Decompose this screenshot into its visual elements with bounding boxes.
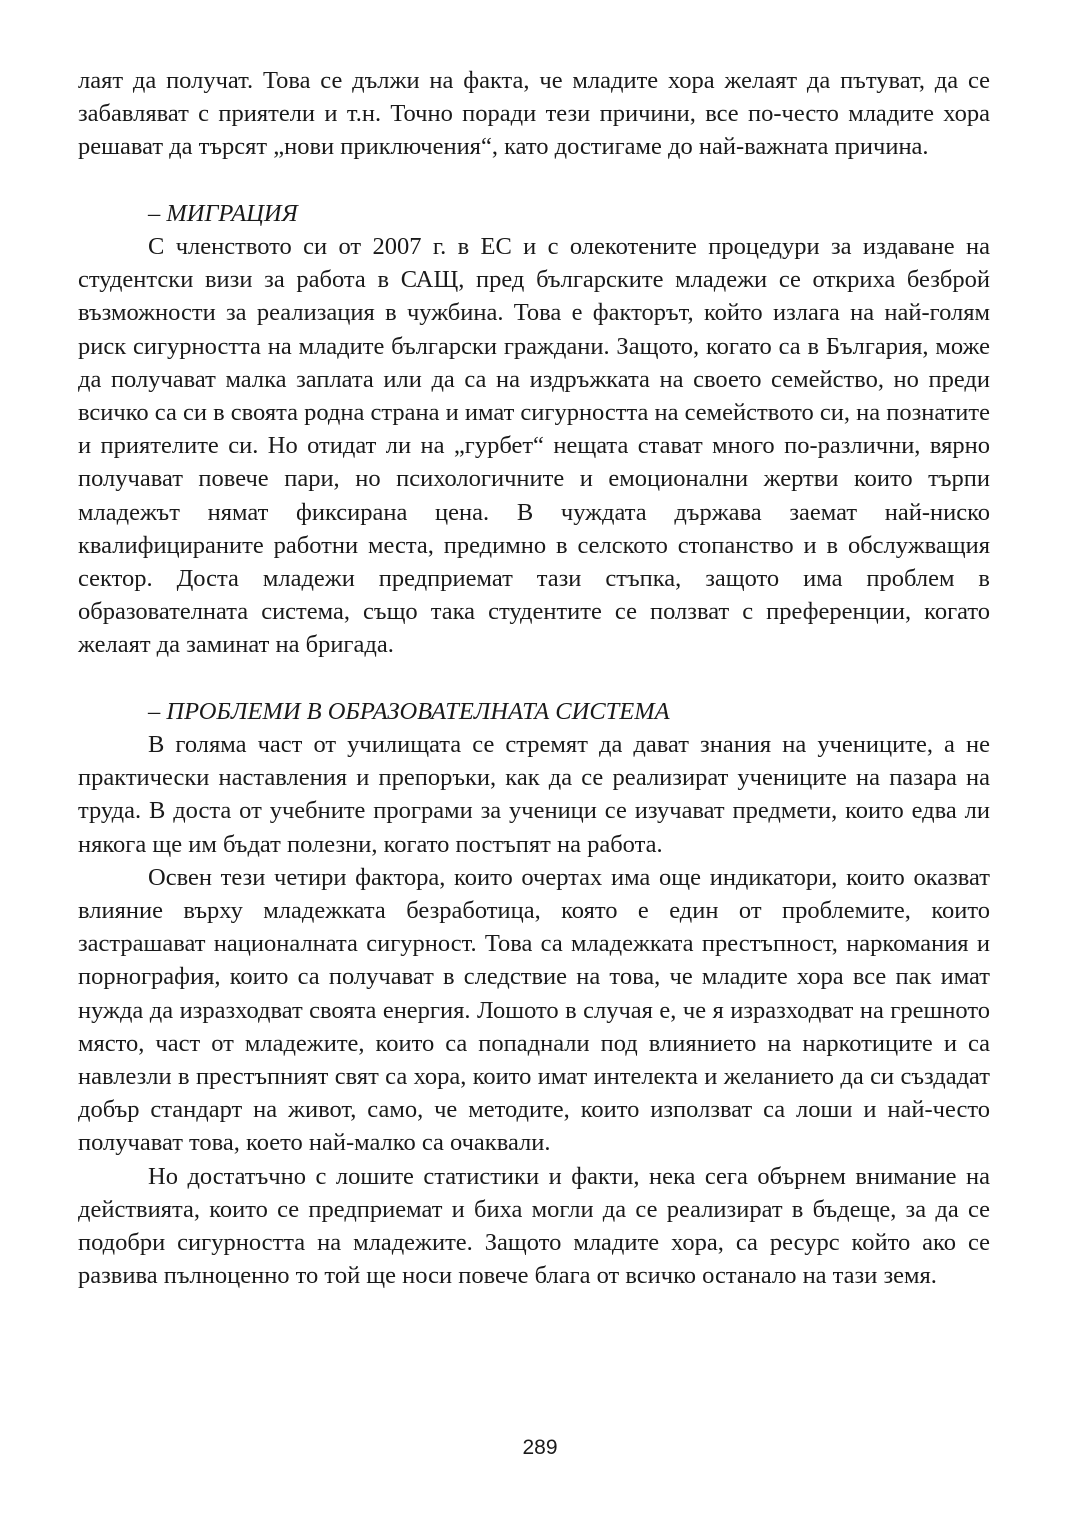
document-page	[78, 64, 990, 1292]
paragraph-migration: С членството си от 2007 г. в ЕС и с олекотените процедури за издаване на студентски визи за работа в САЩ, пред българските младежи се откриха безброй възможности за реализация в чужбина. Това е факторът, който излага на най-голям риск сигурността на младите български граждани. Защото, когато са в България, може да получават малка заплата или да са на издръжката на своето семейство, но преди всичко са си в своята родна страна и имат сигурността на семейството си, на познатите и приятелите си. Но отидат ли на „гурбет“ нещата стават много по-различни, вярно получават повече пари, но психологичните и емоционални жертви които търпи младежът нямат фиксирана цена. В чуждата държава заемат най-ниско квалифицираните работни места, предимно в селското стопанство и в обслужващия сектор. Доста младежи предприемат тази стъпка, защото има проблем в образователната система, също така студентите се ползват с преференции, когато желаят да заминат на бригада.	[78, 233, 990, 659]
spacer	[78, 164, 990, 197]
heading-education: – ПРОБЛЕМИ В ОБРАЗОВАТЕЛНАТА СИСТЕМА	[148, 697, 670, 725]
paragraph-education: В голяма част от училищата се стремят да дават знания на учениците, а не практически наставления и препоръки, как да се реализират учениците на пазара на труда. В доста от учебните програми за ученици се изучават предмети, които едва ли някога ще им бъдат полезни, когато постъпят на работа.	[78, 731, 990, 858]
paragraph-conclusion: Но достатъчно с лошите статистики и факти, нека сега обърнем внимание на действията, които се предприемат и биха могли да се реализират в бъдеще, за да се подобри сигурността на младежите. Защото младите хора, са ресурс който ако се развива пълноценно то той ще носи повече блага от всичко останало на тази земя.	[78, 1162, 990, 1290]
page-number: 289	[522, 1436, 558, 1459]
heading-migration: – МИГРАЦИЯ	[148, 199, 298, 227]
paragraph-indicators: Освен тези четири фактора, които очертах има още индикатори, които оказват влияние върху младежката безработица, която е един от проблемите, които застрашават националната сигурност. Това са младежката престъпност, наркомания и порнография, които са получават в следствие на това, че младите хора все пак имат нужда да изразходват своята енергия. Лошото в случая е, че я изразходват на грешното място, част от младежите, които са попаднали под влиянието на наркотиците и са навлезли в престъпният свят са хора, които имат интелекта и желанието да си създадат добър стандарт на живот, само, че методите, които използват са лоши и най-често получават това, което най-малко са очаквали.	[78, 863, 990, 1157]
spacer	[78, 662, 990, 695]
paragraph-continuation: лаят да получат. Това се дължи на факта, че младите хора желаят да пътуват, да се забавляват с приятели и т.н. Точно поради тези причини, все по-често младите хора решават да търсят „нови приключения“, като достигаме до най-важната причина.	[78, 67, 990, 161]
